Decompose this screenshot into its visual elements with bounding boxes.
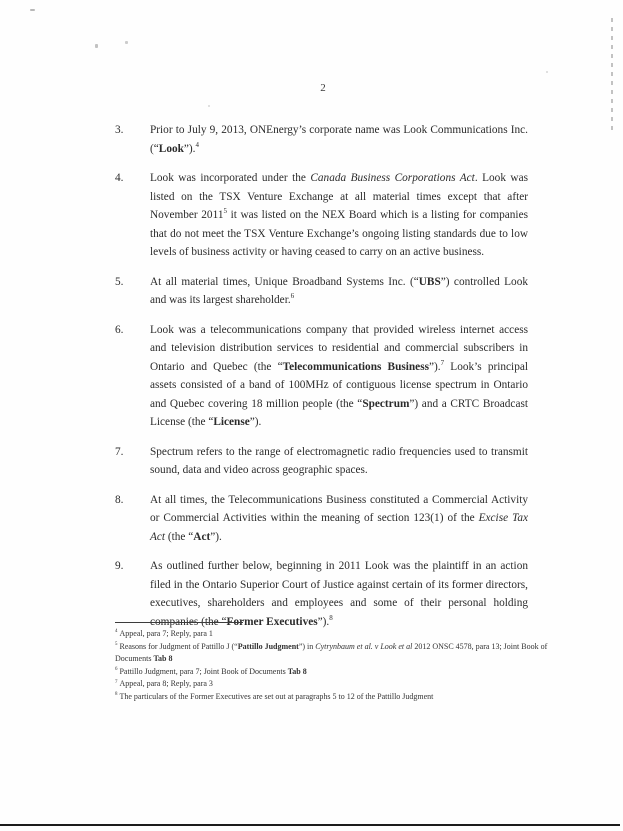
footnote-marker: 8: [115, 692, 118, 698]
footnote: [115, 666, 568, 679]
paragraph-text: At all material times, Unique Broadband Systems Inc. (“UBS”) controlled Look and was its largest shareholder.$^6$: [150, 275, 528, 306]
paragraph-text: Spectrum refers to the range of electromagnetic radio frequencies used to transmit sound, data and video across geographic spaces.: [150, 445, 528, 476]
paragraph-number: 9.: [115, 560, 124, 572]
paragraph-text: Look was a telecommunications company that provided wireless internet access and television distribution services to residential and commercial subscribers in Ontario and Quebec (the “Telecommunications Business”).$^7$ Look’s principal assets consisted of a band of 100MHz of contiguous license spectrum in Ontario and Quebec covering 18 million people (the “Spectrum”) and a CRTC Broadcast License (the “License”).: [150, 323, 528, 428]
paragraph-text: Look was incorporated under the Canada Business Corporations Act. Look was listed on the TSX Venture Exchange at all material times except that after November 2011$^5$ it was listed on the NEX Board which is a listing for companies that do not meet the TSX Venture Exchange’s ongoing listing standards due to low levels of business activity or having ceased to carry on an active business.: [150, 172, 528, 258]
page-number: 2: [320, 82, 326, 94]
footnote-text: Appeal, para 7; Reply, para 1: [119, 629, 213, 638]
scan-speck: [30, 9, 35, 11]
paragraph-text: As outlined further below, beginning in 2011 Look was the plaintiff in an action filed in the Ontario Superior Court of Justice against certain of its former directors, executives, shareholders and employees and some of their personal holding companies (the “Former Executives”).$^8$: [150, 560, 528, 628]
paragraph: [115, 273, 528, 310]
footnotes-section: [115, 622, 568, 704]
paragraph-list: [115, 121, 528, 642]
paragraph-number: 3.: [115, 124, 124, 136]
scan-artifact-right-edge: [611, 18, 613, 133]
footnote: [115, 691, 568, 704]
paragraph: [115, 169, 528, 262]
scan-speck: [546, 71, 548, 73]
paragraph-text: At all times, the Telecommunications Business constituted a Commercial Activity or Commercial Activities within the meaning of section 123(1) of the Excise Tax Act (the “Act”).: [150, 493, 528, 543]
footnote-marker: 4: [115, 629, 118, 635]
scan-speck: [125, 41, 128, 44]
paragraph-number: 8.: [115, 493, 124, 506]
paragraph-number: 7.: [115, 445, 124, 458]
footnote: [115, 628, 568, 641]
paragraph: [115, 121, 528, 158]
footnote: [115, 641, 568, 666]
paragraph: [115, 557, 528, 631]
paragraph: [115, 321, 528, 432]
paragraph-number: 6.: [115, 323, 124, 336]
footnote-text: Pattillo Judgment, para 7; Joint Book of Documents Tab 8: [119, 666, 307, 676]
paragraph-number: 4.: [115, 172, 124, 184]
footnote-list: [115, 628, 568, 704]
footnote-separator: [115, 622, 243, 623]
footnote-text: Reasons for Judgment of Pattillo J (“Pattillo Judgment”) in Cytrynbaum et al. v Look et al 2012 ONSC 4578, para 13; Joint Book of Documents Tab 8: [115, 641, 548, 664]
footnote: [115, 678, 568, 691]
footnote-text: Appeal, para 8; Reply, para 3: [119, 679, 213, 689]
paragraph-number: 5.: [115, 275, 124, 288]
paragraph: [115, 443, 528, 480]
paragraph: [115, 491, 528, 547]
scan-speck: [208, 105, 210, 107]
paragraph-text: Prior to July 9, 2013, ONEnergy’s corporate name was Look Communications Inc. (“Look”).$^4$: [150, 124, 528, 155]
scan-speck: [95, 44, 98, 48]
footnote-text: The particulars of the Former Executives are set out at paragraphs 5 to 12 of the Pattillo Judgment: [119, 691, 434, 701]
footnote-marker: 5: [115, 641, 118, 647]
page-bottom-scan-edge: [0, 824, 620, 826]
footnote-marker: 7: [115, 679, 118, 685]
footnote-marker: 6: [115, 667, 118, 673]
